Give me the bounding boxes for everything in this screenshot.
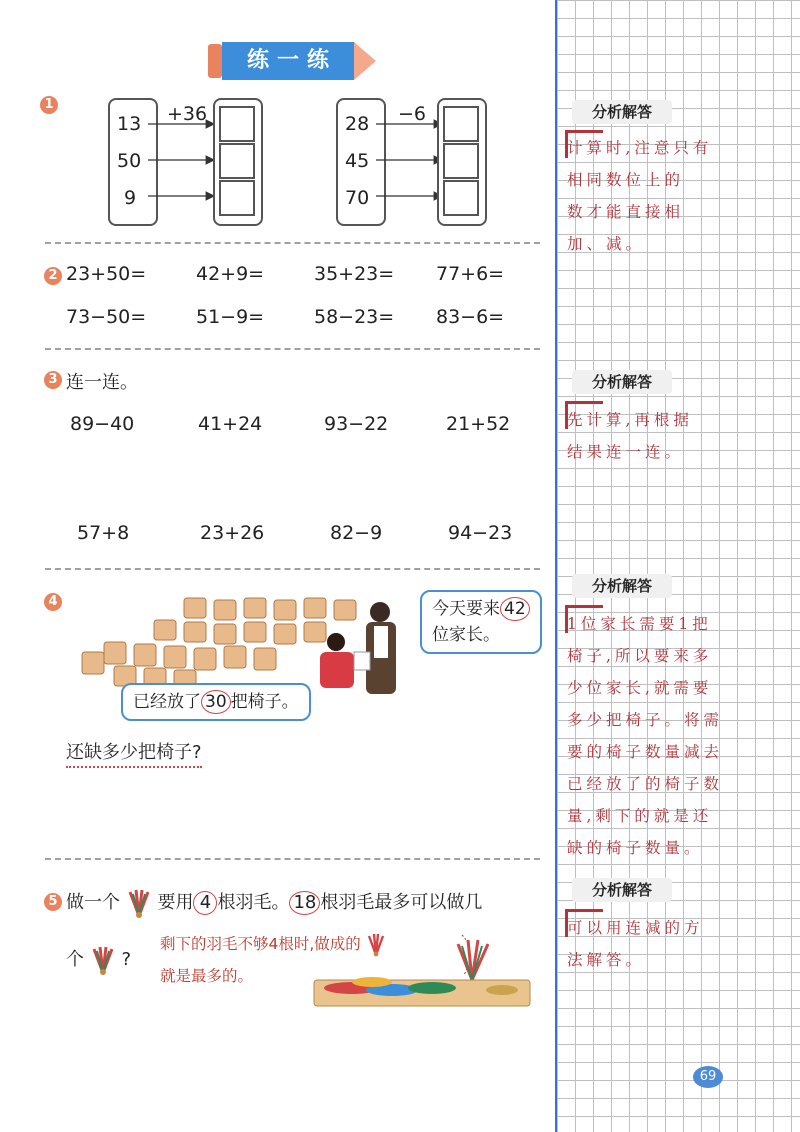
page-number: 69 xyxy=(693,1066,723,1088)
page-title: 练一练 xyxy=(246,48,337,73)
analysis-line: 相同数位上的 xyxy=(567,171,685,189)
analysis-line: 计算时,注意只有 xyxy=(567,139,713,157)
analysis-line: 椅子,所以要来多 xyxy=(567,647,713,665)
q1-left-input-3: 9 xyxy=(124,187,137,209)
bubble-right-text: 位家长。 xyxy=(432,625,500,645)
q3-prompt: 连一连。 xyxy=(66,372,138,393)
question-1-number: 1 xyxy=(40,96,58,114)
analysis-line: 缺的椅子数量。 xyxy=(567,839,704,857)
q2-expr: 35+23= xyxy=(314,263,395,285)
analysis-text xyxy=(567,404,727,468)
analysis-line: 已经放了的椅子数 xyxy=(567,775,724,793)
analysis-heading: 分析解答 xyxy=(572,574,672,598)
circled-number: 4 xyxy=(193,891,217,915)
circled-number: 42 xyxy=(500,597,530,621)
analysis-line: 加、减。 xyxy=(567,235,646,253)
q5-text: ? xyxy=(121,949,132,970)
q5-text: 个 xyxy=(66,949,84,970)
bubble-left-text: 把椅子。 xyxy=(230,692,299,712)
q1-right-answer-box-2[interactable] xyxy=(443,143,479,179)
feathers-on-table-illustration xyxy=(312,930,532,1014)
q5-text: 要用 xyxy=(157,892,194,913)
question-2-number: 2 xyxy=(44,267,62,285)
q3-bottom-expr[interactable]: 57+8 xyxy=(77,522,130,544)
q2-expr: 73−50= xyxy=(66,306,147,328)
bubble-left-text: 已经放了 xyxy=(133,692,201,712)
q5-text: 做一个 xyxy=(66,892,120,913)
q3-bottom-expr[interactable]: 82−9 xyxy=(330,522,383,544)
q1-left-input-1: 13 xyxy=(117,113,142,135)
analysis-line: 少位家长,就需要 xyxy=(567,679,713,697)
section-divider xyxy=(45,568,540,570)
question-4-number: 4 xyxy=(44,593,62,611)
analysis-line: 可以用连减的方 xyxy=(567,919,704,937)
q1-right-operator: −6 xyxy=(398,103,427,125)
q5-text-line-1 xyxy=(66,888,482,918)
q1-right-input-2: 45 xyxy=(345,150,370,172)
q2-expr: 42+9= xyxy=(196,263,265,285)
section-divider xyxy=(45,348,540,350)
q2-expr: 51−9= xyxy=(196,306,265,328)
q1-left-answer-box-2[interactable] xyxy=(219,143,255,179)
q2-expr: 83−6= xyxy=(436,306,505,328)
q4-question: 还缺多少把椅子? xyxy=(66,738,202,768)
q1-left-operator: +36 xyxy=(167,103,208,125)
analysis-line: 多少把椅子。将需 xyxy=(567,711,724,729)
q5-text-line-2 xyxy=(66,945,131,975)
analysis-sidebar xyxy=(557,0,800,1132)
speech-bubble-right xyxy=(420,590,542,654)
analysis-line: 数才能直接相 xyxy=(567,203,685,221)
analysis-text xyxy=(567,912,727,976)
analysis-line: 法解答。 xyxy=(567,951,646,969)
analysis-line: 要的椅子数量减去 xyxy=(567,743,724,761)
q3-bottom-expr[interactable]: 23+26 xyxy=(200,522,265,544)
speech-bubble-left xyxy=(121,683,311,721)
analysis-heading: 分析解答 xyxy=(572,370,672,394)
analysis-text xyxy=(567,608,727,864)
q5-text: 根羽毛最多可以做几 xyxy=(320,892,483,913)
q1-right-answer-box-3[interactable] xyxy=(443,180,479,216)
q1-left-answer-box-3[interactable] xyxy=(219,180,255,216)
q2-expr: 77+6= xyxy=(436,263,505,285)
bubble-right-text: 今天要来 xyxy=(432,599,500,619)
q1-right-input-1: 28 xyxy=(345,113,370,135)
analysis-heading: 分析解答 xyxy=(572,100,672,124)
shuttlecock-icon xyxy=(90,945,116,975)
analysis-heading: 分析解答 xyxy=(572,878,672,902)
analysis-line: 1位家长需要1把 xyxy=(567,615,712,633)
circled-number: 30 xyxy=(201,690,231,714)
q3-top-expr[interactable]: 89−40 xyxy=(70,413,135,435)
q3-bottom-expr[interactable]: 94−23 xyxy=(448,522,513,544)
q1-left-input-2: 50 xyxy=(117,150,142,172)
q1-right-answer-box-1[interactable] xyxy=(443,106,479,142)
question-3-number: 3 xyxy=(44,371,62,389)
q1-right-arrows xyxy=(374,110,446,206)
q2-expr: 23+50= xyxy=(66,263,147,285)
shuttlecock-icon xyxy=(126,888,152,918)
q1-left-answer-box-1[interactable] xyxy=(219,106,255,142)
section-divider xyxy=(45,242,540,244)
analysis-text xyxy=(567,132,727,260)
q3-top-expr[interactable]: 21+52 xyxy=(446,413,511,435)
question-5-number: 5 xyxy=(44,893,62,911)
q5-text: 根羽毛。 xyxy=(217,892,290,913)
q3-top-expr[interactable]: 41+24 xyxy=(198,413,263,435)
title-banner xyxy=(208,42,376,80)
q2-expr: 58−23= xyxy=(314,306,395,328)
q5-hint-line-2: 就是最多的。 xyxy=(160,967,254,985)
q3-top-expr[interactable]: 93−22 xyxy=(324,413,389,435)
section-divider xyxy=(45,858,540,860)
q1-left-arrows xyxy=(146,110,218,206)
q1-right-input-3: 70 xyxy=(345,187,370,209)
q5-hint-text: 剩下的羽毛不够4根时,做成的 xyxy=(160,935,361,953)
analysis-line: 先计算,再根据 xyxy=(567,411,693,429)
circled-number: 18 xyxy=(289,891,320,915)
analysis-line: 量,剩下的就是还 xyxy=(567,807,713,825)
analysis-line: 结果连一连。 xyxy=(567,443,685,461)
